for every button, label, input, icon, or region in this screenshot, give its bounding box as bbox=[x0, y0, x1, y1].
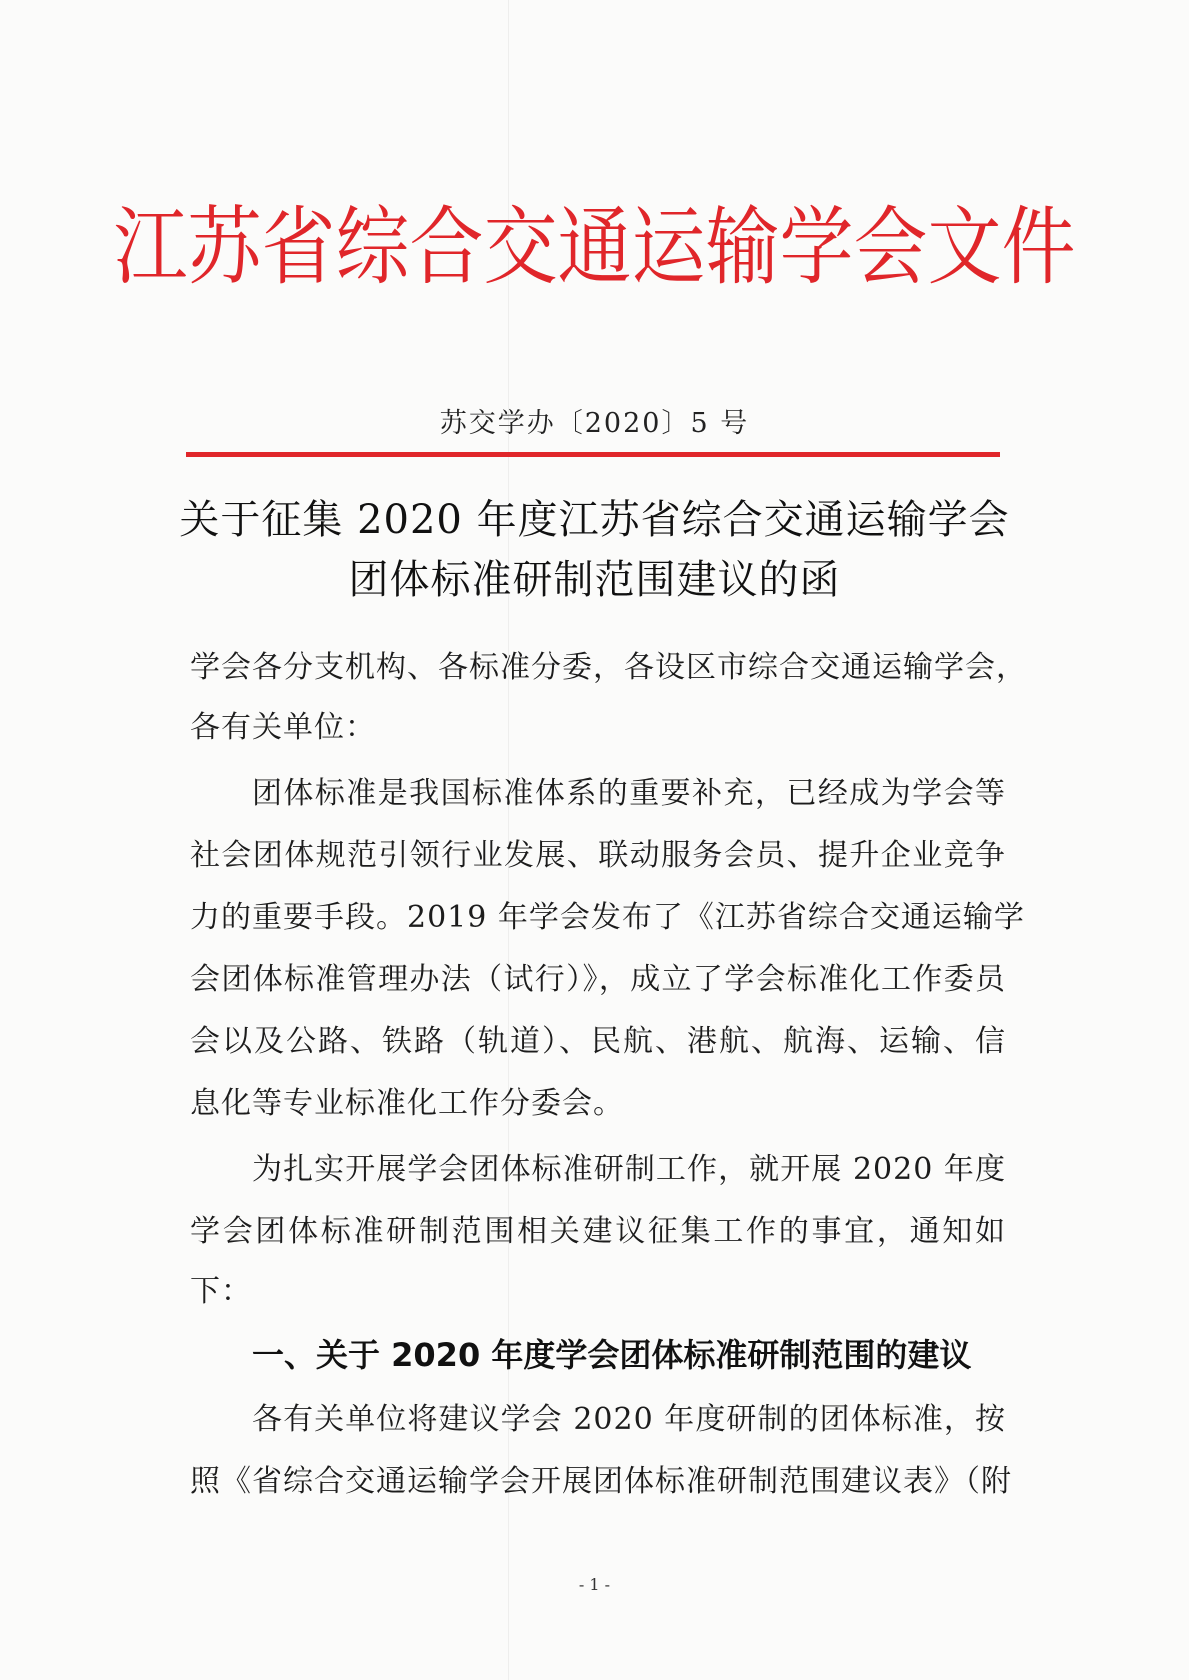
paragraph-2-line-2: 学会团体标准研制范围相关建议征集工作的事宜，通知如 bbox=[190, 1214, 1006, 1249]
page-number: - 1 - bbox=[578, 1575, 611, 1594]
addressee-line-1: 学会各分支机构、各标准分委，各设区市综合交通运输学会， bbox=[190, 650, 1027, 685]
paragraph-1-line-3: 力的重要手段。2019 年学会发布了《江苏省综合交通运输学 bbox=[190, 900, 1025, 935]
org-header-title: 江苏省综合交通运输学会文件 bbox=[113, 198, 1076, 298]
addressee-line-2: 各有关单位： bbox=[190, 710, 376, 745]
paragraph-1-line-4: 会团体标准管理办法（试行）》，成立了学会标准化工作委员 bbox=[190, 962, 1006, 997]
paragraph-3-line-2: 照《省综合交通运输学会开展团体标准研制范围建议表》（附 bbox=[190, 1464, 1012, 1499]
paragraph-1-line-5: 会以及公路、铁路（轨道）、民航、港航、航海、运输、信 bbox=[190, 1024, 1006, 1059]
paragraph-1-line-1: 团体标准是我国标准体系的重要补充，已经成为学会等 bbox=[252, 776, 1006, 811]
paragraph-2-line-1: 为扎实开展学会团体标准研制工作，就开展 2020 年度 bbox=[252, 1152, 1006, 1187]
section-1-heading: 一、关于 2020 年度学会团体标准研制范围的建议 bbox=[252, 1336, 972, 1374]
red-divider bbox=[186, 452, 1000, 457]
document-title-line-2: 团体标准研制范围建议的函 bbox=[348, 557, 841, 603]
document-title-line-1: 关于征集 2020 年度江苏省综合交通运输学会 bbox=[179, 497, 1010, 543]
paragraph-1-line-2: 社会团体规范引领行业发展、联动服务会员、提升企业竞争 bbox=[190, 838, 1006, 873]
paragraph-1-line-6: 息化等专业标准化工作分委会。 bbox=[190, 1086, 624, 1121]
paragraph-2-line-3: 下： bbox=[190, 1274, 252, 1309]
paragraph-3-line-1: 各有关单位将建议学会 2020 年度研制的团体标准，按 bbox=[252, 1402, 1006, 1437]
document-number: 苏交学办〔2020〕5 号 bbox=[439, 408, 750, 439]
